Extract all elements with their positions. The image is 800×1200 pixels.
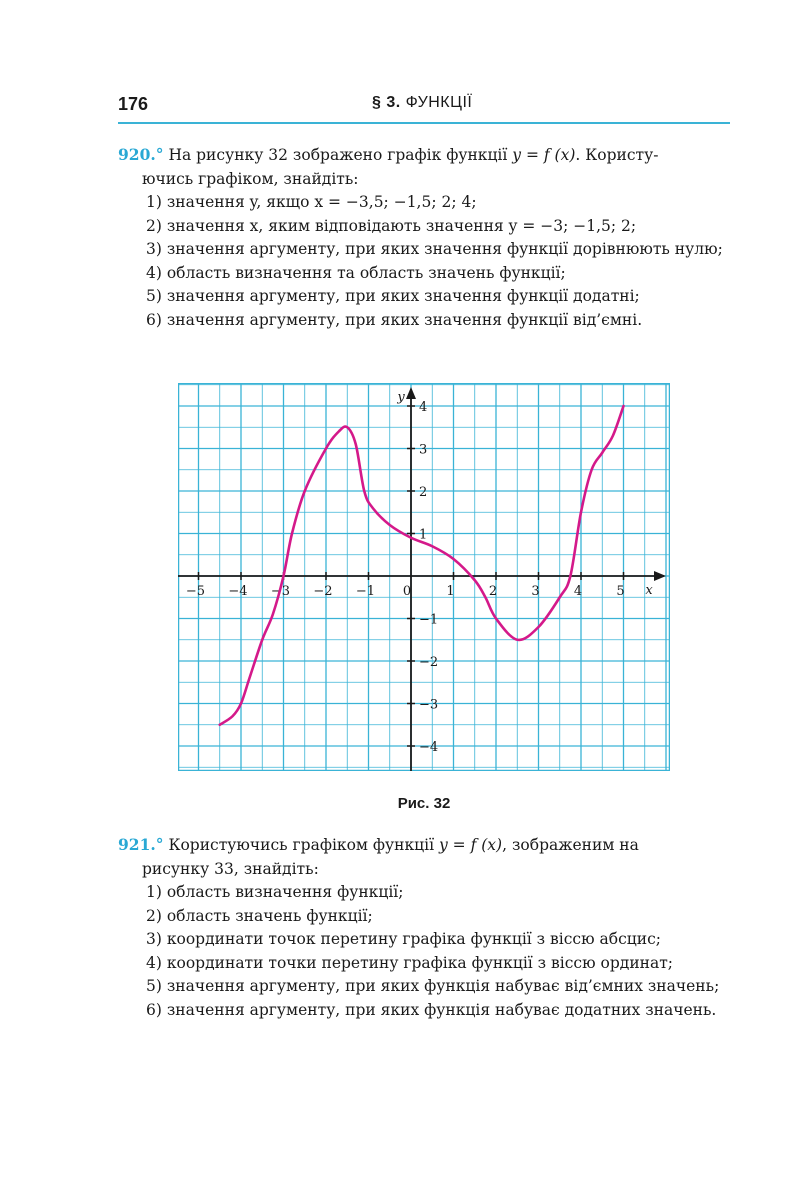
y-tick-label: −1: [419, 612, 439, 628]
y-tick-label: −2: [419, 655, 439, 670]
x-tick-label: −1: [355, 584, 376, 599]
problem-921-item: 4) координати точки перетину графіка функції з віссю ординат;: [146, 953, 674, 972]
y-axis-arrow: [406, 387, 416, 399]
x-tick-label: −5: [185, 584, 206, 599]
x-tick-label: 3: [531, 584, 540, 599]
x-tick-label: 2: [488, 584, 498, 599]
y-tick-label: 1: [419, 527, 428, 543]
problem-921-item: 1) область визначення функції;: [146, 883, 404, 901]
x-tick-label: −2: [313, 584, 333, 599]
section-title: [372, 94, 472, 112]
problem-920-intro: 920.° На рисунку 32 зображено графік функції y = f (x). Користу-: [118, 145, 659, 164]
problem-921-item: 6) значення аргументу, при яких функція набуває додатних значень.: [146, 1000, 717, 1019]
problem-921-item: 3) координати точок перетину графіка функції з віссю абсцис;: [146, 930, 661, 948]
problem-921-formula: y = f (x): [438, 836, 503, 854]
problem-921-intro: 921.° Користуючись графіком функції y = f (x), зображеним на: [118, 835, 639, 854]
y-axis-label: y: [397, 390, 405, 405]
x-tick-label: −3: [270, 584, 291, 599]
section-name: ФУНКЦІЇ: [405, 94, 473, 111]
y-tick-label: 4: [419, 400, 428, 415]
problem-920: [118, 143, 730, 332]
problem-920-item: 4) область визначення та область значень функції;: [146, 263, 566, 282]
problem-920-item: 3) значення аргументу, при яких значення функції дорівнюють нулю;: [146, 240, 723, 258]
x-axis-label: x: [645, 583, 653, 598]
y-tick-label: 2: [419, 485, 428, 500]
problem-920-intro-line2: ючись графіком, знайдіть:: [142, 169, 359, 188]
x-tick-label: 1: [446, 584, 455, 599]
problem-921-number: 921.°: [118, 835, 164, 854]
function-graph: [178, 383, 670, 771]
x-tick-label: −4: [228, 584, 248, 599]
problem-920-item: 6) значення аргументу, при яких значення функції від’ємні.: [146, 310, 643, 329]
problem-920-formula: y = f (x): [512, 146, 576, 164]
problem-921-item: 2) область значень функції;: [146, 906, 373, 925]
page-header: [118, 92, 730, 124]
y-tick-label: −4: [419, 740, 439, 755]
problem-920-item: 1) значення y, якщо x = −3,5; −1,5; 2; 4;: [146, 193, 477, 211]
problem-920-number: 920.°: [118, 145, 164, 164]
x-axis-arrow: [654, 571, 666, 581]
problem-920-item: 5) значення аргументу, при яких значення функції додатні;: [146, 287, 640, 305]
y-tick-label: −3: [419, 697, 439, 713]
x-tick-label: 0: [402, 584, 412, 599]
section-mark: § 3.: [372, 94, 401, 111]
y-tick-label: 3: [419, 442, 428, 458]
problem-921-intro-line2: рисунку 33, знайдіть:: [142, 859, 319, 878]
page-number: 176: [118, 94, 149, 114]
x-tick-label: 4: [573, 584, 583, 599]
problem-921-item: 5) значення аргументу, при яких функція набуває від’ємних значень;: [146, 977, 720, 995]
problem-921: [118, 833, 730, 1022]
x-tick-label: 5: [616, 584, 625, 599]
figure-caption: Рис. 32: [397, 795, 451, 812]
problem-920-item: 2) значення x, яким відповідають значення y = −3; −1,5; 2;: [146, 216, 637, 235]
